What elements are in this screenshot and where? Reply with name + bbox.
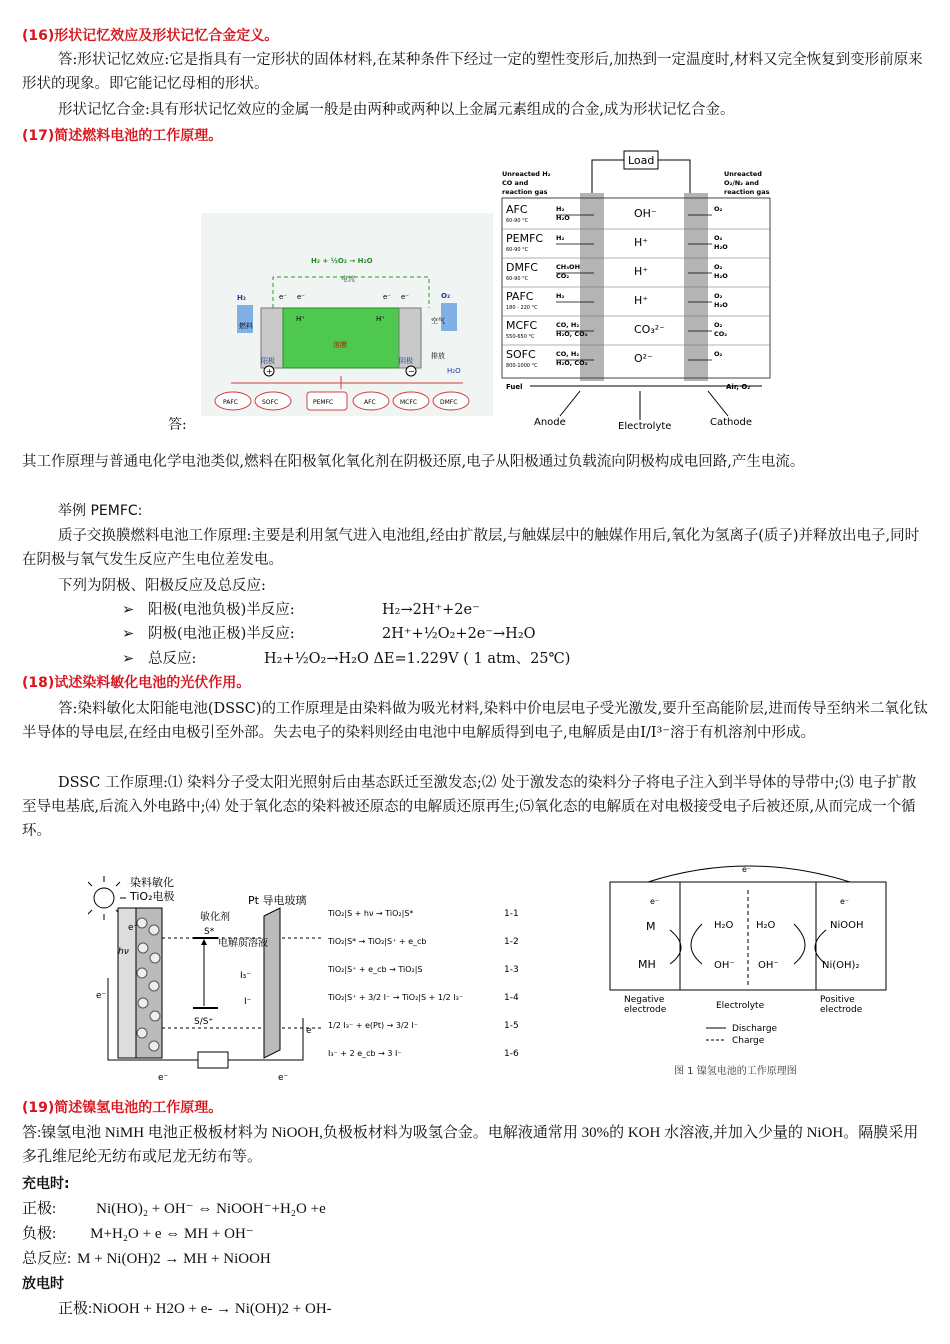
- dssc-e4: e⁻: [96, 991, 107, 1001]
- reaction-1-label: 阳极(电池负极)半反应:: [147, 602, 295, 618]
- nimh-m: M: [646, 920, 656, 933]
- q17-example-title: 举例 PEMFC:: [58, 503, 143, 519]
- reaction-3-eq: H₂+½O₂→H₂O ΔE=1.229V ( 1 atm、25℃): [264, 651, 571, 667]
- fct-row-right: CO₂: [714, 330, 728, 338]
- fct-row-left: CH₃OH: [556, 263, 581, 271]
- fc-exhaust: 排放: [431, 352, 445, 360]
- fct-row-right: H₂O: [714, 272, 728, 280]
- fct-row-right: O₂: [714, 292, 723, 300]
- fc-h2-in: H₂: [237, 294, 246, 302]
- q17-principle: 其工作原理与普通电化学电池类似,燃料在阳极氧化氧化剂在阴极还原,电子从阳极通过负载流向阴极构成电回路,产生电流。: [22, 454, 805, 470]
- reaction-2-eq: 2H⁺+½O₂+2e⁻→H₂O: [382, 626, 536, 642]
- fct-anode: Anode: [534, 417, 566, 428]
- fc-h2: H⁺: [376, 315, 385, 323]
- reaction-3-label: 总反应:: [147, 651, 197, 667]
- charge-2-label: 负极:: [22, 1226, 57, 1242]
- charge-3-label: 总反应:: [22, 1251, 72, 1267]
- fct-row-temp: 60-90 °C: [506, 276, 529, 282]
- fc-minus: −: [408, 367, 415, 376]
- dssc-electrolyte: 电解质溶液: [218, 938, 268, 949]
- fct-lt3: reaction gas: [502, 188, 548, 196]
- fc-h2o-out: H₂O: [447, 367, 461, 375]
- fct-electrolyte: Electrolyte: [618, 421, 672, 432]
- dssc-e3: e⁻: [278, 1073, 289, 1083]
- nimh-discharge: Discharge: [732, 1024, 778, 1034]
- fct-row-ion: CO₃²⁻: [634, 323, 665, 336]
- fct-row-ion: H⁺: [634, 265, 649, 278]
- fct-row-temp: 60-90 °C: [506, 247, 529, 253]
- nimh-neg-2: electrode: [624, 1005, 667, 1015]
- q17-title: (17)简述燃料电池的工作原理。: [22, 128, 223, 144]
- q18-answer-1: 答:染料敏化太阳能电池(DSSC)的工作原理是由染料做为吸光材料,染料中价电层电子受光激发,要升至高能阶层,进而传导至纳米二氧化钛半导体的导电层,在经由电极引至外部。失去电子的染料则经由电池中电解质得到电子,电解质是由I/I³⁻溶于有机溶剂中形成。: [22, 701, 928, 741]
- fct-row-name: PEMFC: [506, 232, 544, 245]
- nimh-electrolyte: Electrolyte: [716, 1001, 765, 1011]
- fct-row-name: MCFC: [506, 319, 538, 332]
- nimh-h2o-2: H₂O: [756, 920, 776, 931]
- nimh-neg-1: Negative: [624, 995, 665, 1005]
- discharge-line: 正极:NiOOH + H2O + e- → Ni(OH)2 + OH-: [58, 1301, 332, 1317]
- nimh-nioh2: Ni(OH)₂: [822, 960, 860, 971]
- charge-row-3: [22, 1247, 930, 1271]
- nimh-charge: Charge: [732, 1036, 765, 1046]
- dssc-eq-no: 1-2: [504, 937, 519, 947]
- fct-fuel: Fuel: [506, 383, 523, 391]
- dssc-hv: hν: [118, 947, 129, 957]
- dssc-eq-no: 1-4: [504, 993, 519, 1003]
- dssc-eq: TiO₂|S⁺ + e_cb → TiO₂|S: [328, 965, 423, 974]
- fc-type-mcfc: MCFC: [400, 399, 418, 406]
- nimh-pos-2: electrode: [820, 1005, 863, 1015]
- dssc-tio2-l2: TiO₂电极: [130, 890, 175, 903]
- q16-answer-1: 答:形状记忆效应:它是指具有一定形状的固体材料,在某种条件下经过一定的塑性变形后,加热到一定温度时,材料又完全恢复到变形前原来形状的现象。即它能记忆母相的形状。: [22, 52, 923, 92]
- fct-row-temp: 550-650 °C: [506, 334, 535, 340]
- dssc-pt-label: Pt 导电玻璃: [248, 894, 307, 907]
- reaction-row-2: ➢ 阴极(电池正极)半反应:: [122, 626, 295, 642]
- charge-row-2: [22, 1222, 930, 1246]
- nimh-e-left: e⁻: [650, 897, 660, 906]
- fc-anode: 阳极: [261, 357, 275, 365]
- dssc-eq: I₃⁻ + 2 e_cb → 3 I⁻: [328, 1049, 402, 1058]
- fc-plus: +: [266, 367, 273, 376]
- q18-title: (18)试述染料敏化电池的光伏作用。: [22, 675, 251, 691]
- dssc-eq: TiO₂|S* → TiO₂|S⁺ + e_cb: [328, 937, 427, 946]
- fct-air: Air, O₂: [726, 383, 751, 391]
- fc-air: 空气: [431, 317, 445, 325]
- reaction-row-1: ➢ 阳极(电池负极)半反应:: [122, 602, 295, 618]
- fct-row-left: H₂O, CO₂: [556, 330, 588, 338]
- q19-charge-title: 充电时:: [22, 1176, 70, 1192]
- fc-type-afc: AFC: [364, 399, 376, 406]
- fct-row-left: H₂O: [556, 214, 570, 222]
- fct-row-ion: O²⁻: [634, 352, 653, 365]
- fct-row-left: H₂: [556, 234, 565, 242]
- dssc-eq-no: 1-5: [504, 1021, 519, 1031]
- fuel-cell-types-diagram: [500, 148, 775, 433]
- fct-row-left: CO₂: [556, 272, 570, 280]
- fct-row-right: H₂O: [714, 301, 728, 309]
- nimh-niooh: NiOOH: [830, 920, 864, 931]
- fct-row-left: CO, H₂: [556, 350, 580, 358]
- fct-rows: [502, 203, 770, 369]
- dssc-sensitizer: 敏化剂: [200, 912, 230, 923]
- fct-row-right: O₂: [714, 234, 723, 242]
- dssc-eq: TiO₂|S⁺ + 3/2 I⁻ → TiO₂|S + 1/2 I₃⁻: [328, 993, 464, 1002]
- q17-answer-label: 答:: [168, 417, 187, 433]
- nimh-oh-2: OH⁻: [758, 960, 779, 971]
- q17-reactions-intro: 下列为阴极、阳极反应及总反应:: [58, 578, 266, 594]
- fct-rt1: Unreacted: [724, 170, 762, 178]
- q19-answer: 答:镍氢电池 NiMH 电池正极板材料为 NiOOH,负极板材料为吸氢合金。电解液通常用 30%的 KOH 水溶液,并加入少量的 NiOH。隔膜采用多孔维尼纶无纺布或尼龙无纺布等。: [22, 1125, 919, 1165]
- fct-row-name: SOFC: [506, 348, 536, 361]
- fct-row-right: O₂: [714, 205, 723, 213]
- fct-row-ion: H⁺: [634, 236, 649, 249]
- q17-example-text: 质子交换膜燃料电池工作原理:主要是利用氢气进入电池组,经由扩散层,与触媒层中的触媒作用后,氧化为氢离子(质子)并释放出电子,同时在阴极与氧气发生反应产生电位差发电。: [22, 528, 920, 568]
- q16-title: (16)形状记忆效应及形状记忆合金定义。: [22, 28, 279, 44]
- fct-row-temp: 800-1000 °C: [506, 363, 538, 369]
- fc-type-dmfc: DMFC: [440, 399, 458, 406]
- charge-2-eq: M+H₂O + e ⇔ MH + OH⁻: [90, 1226, 254, 1242]
- nimh-pos-1: Positive: [820, 995, 855, 1005]
- fct-rt3: reaction gas: [724, 188, 770, 196]
- dssc-i: I⁻: [244, 997, 252, 1007]
- nimh-h2o-1: H₂O: [714, 920, 734, 931]
- dssc-eq: 1/2 I₃⁻ + e(Pt) → 3/2 I⁻: [328, 1021, 418, 1030]
- fc-type-pemfc: PEMFC: [313, 399, 334, 406]
- reaction-1-eq: H₂→2H⁺+2e⁻: [382, 602, 480, 618]
- charge-1-label: 正极:: [22, 1201, 57, 1217]
- fc-e3: e⁻: [383, 293, 392, 301]
- fct-row-name: DMFC: [506, 261, 538, 274]
- fct-lt1: Unreacted H₂: [502, 170, 551, 178]
- nimh-e-top: e⁻: [742, 865, 752, 874]
- q18-answer-2: DSSC 工作原理:⑴ 染料分子受太阳光照射后由基态跃迁至激发态;⑵ 处于激发态的染料分子将电子注入到半导体的导带中;⑶ 电子扩散至导电基底,后流入外电路中;⑷ 处于氧化态的染料被还原态的电解质还原再生;⑸氧化态的电解质在对电极接受电子后被还原,从而完成一个循环。: [22, 775, 917, 839]
- fct-load: Load: [628, 154, 655, 167]
- fc-e2: e⁻: [297, 293, 306, 301]
- fct-row-ion: OH⁻: [634, 207, 657, 220]
- nimh-mh: MH: [638, 958, 656, 971]
- fc-cathode: 阴极: [399, 357, 413, 365]
- nimh-diagram: [608, 860, 890, 1082]
- fct-row-temp: 60-90 °C: [506, 218, 529, 224]
- fct-rt2: O₂/N₂ and: [724, 179, 759, 187]
- fc-current: 电流: [341, 275, 355, 283]
- fct-row-ion: H⁺: [634, 294, 649, 307]
- fct-row-left: CO, H₂: [556, 321, 580, 329]
- dssc-diagram: [88, 868, 533, 1088]
- dssc-eq-no: 1-1: [504, 909, 519, 919]
- dssc-e2: e⁻: [158, 1073, 169, 1083]
- dssc-eq-no: 1-6: [504, 1049, 519, 1059]
- fc-fuel: 燃料: [239, 322, 253, 330]
- fct-cathode: Cathode: [710, 417, 752, 428]
- dssc-eq-no: 1-3: [504, 965, 519, 975]
- q19-title: (19)简述镍氢电池的工作原理。: [22, 1100, 223, 1116]
- reaction-row-3: ➢ 总反应:: [122, 651, 197, 667]
- dssc-e1: e⁻: [128, 923, 139, 933]
- dssc-eq: TiO₂|S + hν → TiO₂|S*: [328, 909, 414, 918]
- fc-o2-in: O₂: [441, 292, 451, 300]
- q19-discharge-title: 放电时: [22, 1276, 64, 1292]
- dssc-i3: I₃⁻: [240, 971, 252, 981]
- fc-e4: e⁻: [401, 293, 410, 301]
- fct-row-right: O₂: [714, 263, 723, 271]
- nimh-e-right: e⁻: [840, 897, 850, 906]
- fc-h1: H⁺: [296, 315, 305, 323]
- fc-electrolyte: 溶膜: [333, 341, 347, 349]
- dssc-equations: [327, 909, 519, 1059]
- fct-row-right: H₂O: [714, 243, 728, 251]
- charge-1-eq: Ni(HO)₂ + OH⁻ ⇔ NiOOH⁻+H₂O +e: [96, 1201, 326, 1217]
- fc-reaction: H₂ + ½O₂ → H₂O: [311, 257, 373, 265]
- dssc-s-ss: S/S⁺: [194, 1017, 214, 1027]
- nimh-caption: 图 1 镍氢电池的工作原理图: [674, 1066, 797, 1077]
- charge-3-eq: M + Ni(OH)2 → MH + NiOOH: [77, 1251, 271, 1267]
- fct-row-right: O₂: [714, 350, 723, 358]
- dssc-tio2-l1: 染料敏化: [130, 876, 174, 889]
- fct-row-name: PAFC: [506, 290, 534, 303]
- fuel-cell-diagram: [201, 213, 493, 416]
- fct-lt2: CO and: [502, 179, 529, 187]
- fc-type-sofc: SOFC: [262, 399, 279, 406]
- fct-row-name: AFC: [506, 203, 528, 216]
- dssc-s-star: S*: [204, 927, 215, 937]
- charge-row-1: [22, 1197, 930, 1221]
- q16-answer-2: 形状记忆合金:具有形状记忆效应的金属一般是由两种或两种以上金属元素组成的合金,成为形状记忆合金。: [58, 102, 735, 118]
- reaction-2-label: 阴极(电池正极)半反应:: [147, 626, 295, 642]
- fct-row-left: H₂: [556, 292, 565, 300]
- dssc-e5: e⁻: [306, 1026, 317, 1036]
- fct-row-right: O₂: [714, 321, 723, 329]
- fct-row-left: H₂O, CO₂: [556, 359, 588, 367]
- fc-type-pafc: PAFC: [223, 399, 238, 406]
- fct-row-temp: 180 - 220 °C: [506, 305, 538, 311]
- fct-row-left: H₂: [556, 205, 565, 213]
- nimh-oh-1: OH⁻: [714, 960, 735, 971]
- fc-e1: e⁻: [279, 293, 288, 301]
